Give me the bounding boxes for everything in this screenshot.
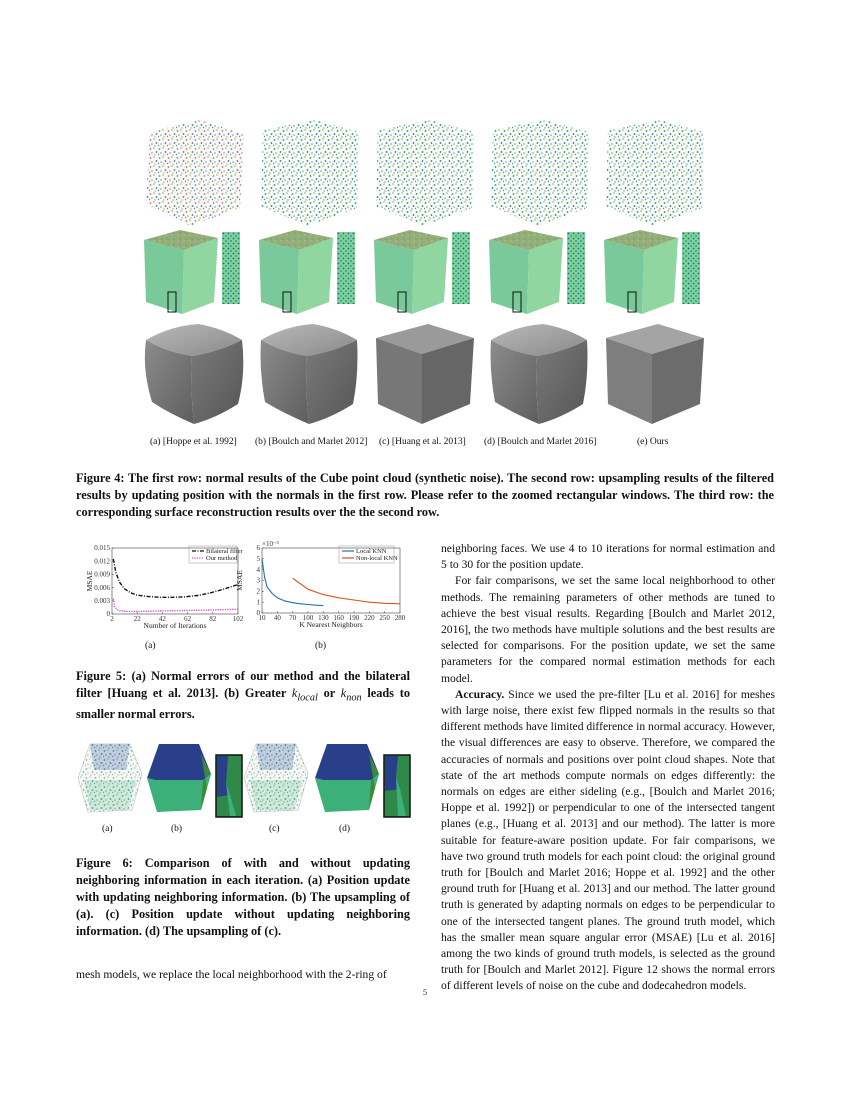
series-line-our-method [113,599,238,612]
figure6-sublabel-d: (d) [339,824,351,834]
figure4-sublabel-d: (d) [Boulch and Marlet 2016] [484,437,597,447]
y-tick-label: 4 [256,565,260,574]
figure5-chart-a [78,540,248,636]
y-tick-label: 0.009 [94,570,110,579]
cube-pointcloud-a [140,120,248,230]
x-tick-label: 40 [273,614,281,622]
cube-upsampled-a [140,230,270,318]
x-tick-label: 82 [209,615,217,623]
figure5-caption: Figure 5: (a) Normal errors of our method and the bilateral filter [Huang et al. 2013]. (b) Greater $k_{local}$ or $k_{non}$ leads to smaller normal errors. [76,669,410,722]
x-tick-label: 100 [302,614,314,622]
legend-label: Non-local KNN [356,555,398,562]
y-tick-label: 0.012 [94,557,110,566]
x-tick-label: 42 [158,615,166,623]
x-axis-label: Number of Iterations [143,621,207,630]
right-column-text [441,541,775,995]
figure5-sublabel-b: (b) [315,641,327,651]
paragraph-2: For fair comparisons, we set the same local neighborhood to other methods. The remaining parameters of other methods are tuned to achieve the best visual results. Regarding [Boulch and Marlet 2012, 2016], the two methods have multiple solutions and the best results are selected for comparisons. For the position update, we set the same parameters for the compared normal estimation methods for each model. [441,574,775,685]
cube-upsampled-c [370,230,500,318]
legend-label: Our method [206,555,238,562]
cube-pointcloud-b [255,120,363,230]
series-line-bilateral-filter [113,559,238,597]
left-column-text: mesh models, we replace the local neighborhood with the 2-ring of [76,968,387,981]
y-tick-label: 0 [256,609,260,618]
figure4-sublabel-b: (b) [Boulch and Marlet 2012] [255,437,368,447]
figure4-sublabel-a: (a) [Hoppe et al. 1992] [150,437,237,447]
x-tick-label: 160 [333,614,344,622]
y-tick-label: 0 [106,610,110,619]
figure6-caption: Figure 6: Comparison of with and without updating neighboring information in each iteration. (a) Position update with updating neighboring information. (b) The upsampling of (a). (c) Position update without updating neighboring information. (d) The upsampling of (c). [76,856,410,938]
zoom-window-b [216,755,242,817]
x-tick-label: 250 [379,614,390,622]
x-tick-label: 10 [258,614,266,622]
page-number: 5 [423,988,427,997]
accuracy-heading: Accuracy. [455,687,505,701]
x-tick-label: 62 [184,615,192,623]
dodecahedron-c [242,740,310,820]
y-tick-label: 3 [256,576,260,585]
cube-mesh-a [140,318,248,430]
x-axis-label: K Nearest Neighbors [299,620,363,629]
cube-mesh-c [370,318,478,430]
y-tick-label: 5 [256,555,260,564]
cube-mesh-b [255,318,363,430]
figure4-caption: Figure 4: The first row: normal results of the Cube point cloud (synthetic noise). The second row: upsampling results of the filtered results by updating position with the normals in the first row. Please refer to the zoomed rectangular windows. The third row: the corresponding surface reconstruction results over the the second row. [76,471,774,519]
figure5-sublabel-a: (a) [145,641,156,651]
y-tick-label: 2 [256,587,260,596]
y-tick-label: 0.003 [94,597,110,605]
y-tick-label: 1 [256,598,260,607]
dodecahedron-b [145,740,213,820]
figure6-sublabel-b: (b) [171,824,183,834]
legend-label: Local KNN [356,548,387,555]
y-axis-label: MSAE [235,570,244,591]
y-tick-label: 0.006 [94,583,110,592]
x-tick-label: 130 [318,614,329,622]
cube-upsampled-b [255,230,385,318]
x-tick-label: 220 [364,614,375,622]
x-tick-label: 102 [232,615,244,623]
y-tick-label: 0.015 [94,544,110,553]
x-tick-label: 70 [289,614,297,622]
figure6-sublabel-a: (a) [102,824,113,834]
legend-label: Bilateral filter [206,548,243,555]
dodecahedron-d [313,740,381,820]
cube-mesh-e [600,318,708,430]
cube-pointcloud-e [600,120,708,230]
cube-pointcloud-c [370,120,478,230]
y-tick-label: 6 [256,544,260,553]
cube-pointcloud-d [485,120,593,230]
x-tick-label: 280 [394,614,406,622]
x-tick-label: 2 [110,615,114,623]
zoom-window-d [384,755,410,817]
dodecahedron-a [76,740,144,820]
cube-upsampled-e [600,230,730,318]
paragraph-1: neighboring faces. We use 4 to 10 iterations for normal estimation and 5 to 30 for the position update. [441,542,775,572]
paragraph-3: Accuracy. Since we used the pre-filter [Lu et al. 2016] for meshes with large noise, there exist few flipped normals in the results so that different methods have limited difference in normal accuracy. However, the visual differences are easy to observe. Therefore, we compared the accuracies of normals and positions over point cloud shapes. Note that state of the art methods compute normals on edges differently: the normals on edges are either sideling (e.g., [Boulch and Marlet 2016; Hoppe et al. 1992]) or perpendicular to one of the intersected tangent planes (e.g., [Huang et al. 2013] and our method). The latter is more suitable for feature-aware position update. For fair comparisons, we have two ground truth models for each point cloud: the original ground truth for [Boulch and Marlet 2016; Hoppe et al. 1992] and the other ground truth for [Huang et al. 2013] and our method. The latter ground truth is generated by adapting normals on edges to be perpendicular to one of the intersected tangent planes. The ground truth model, which has the smaller mean square angular error (MSAE) [Lu et al. 2016] among the two kinds of ground truth models, is selected as the ground truth for [Boulch and Marlet 2012]. Figure 12 shows the normal errors of different levels of noise on the cube and dodecahedron models. [441,687,775,993]
y-axis-label: MSAE [85,570,94,592]
figure4-sublabel-e: (e) Ours [637,437,669,447]
cube-mesh-d [485,318,593,430]
series-line-local-knn [262,559,323,606]
figure4-sublabel-c: (c) [Huang et al. 2013] [379,437,466,447]
x-tick-label: 190 [348,614,360,622]
x-tick-label: 22 [133,615,141,623]
cube-upsampled-d [485,230,615,318]
y-exponent-label: ×10⁻³ [262,540,279,548]
figure6-sublabel-c: (c) [269,824,280,834]
series-line-non-local-knn [293,578,400,604]
